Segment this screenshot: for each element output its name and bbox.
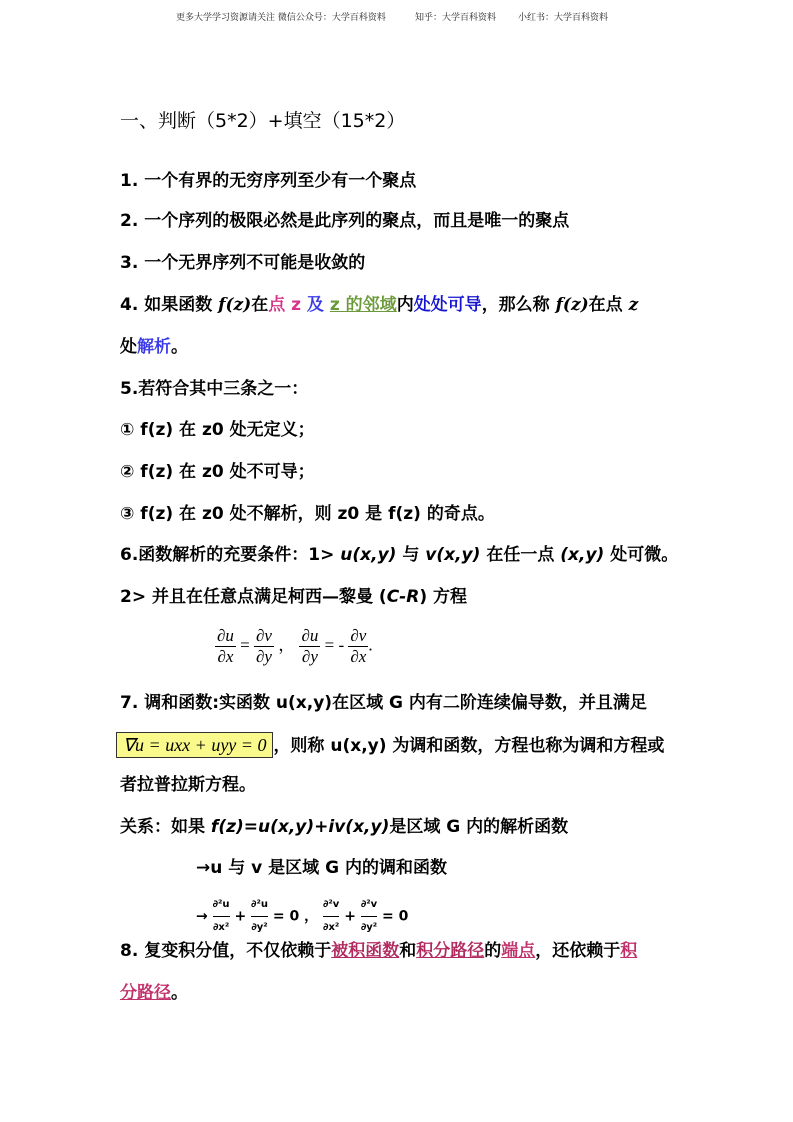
item-7-end: 者拉普拉斯方程。 [120, 775, 256, 795]
condition-2: ② f(z) 在 z0 处不可导； [120, 462, 315, 482]
op: = 0 [272, 908, 300, 925]
math: u(x,y) [340, 545, 397, 565]
math: f(z)=u(x,y)+iv(x,y) [210, 817, 390, 837]
num: ∂²v [361, 894, 377, 917]
text: ，则称 u(x,y) 为调和函数，方程也称为调和方程或 [273, 736, 665, 756]
item-2: 2. 一个序列的极限必然是此序列的聚点，而且是唯一的聚点 [120, 211, 570, 231]
text: 处 [120, 337, 137, 357]
den: ∂y² [360, 922, 378, 933]
text: 的 [484, 941, 502, 961]
num: ∂²u [213, 894, 230, 917]
text: 处可微。 [604, 545, 679, 565]
op: + [234, 908, 247, 925]
highlight: 点 z [268, 295, 302, 315]
text: 在 [251, 295, 269, 315]
text: 2> 并且在任意点满足柯西—黎曼 ( [120, 587, 387, 607]
op: . [368, 635, 373, 655]
condition-1: ① f(z) 在 z0 处无定义； [120, 420, 315, 440]
header-wechat: 更多大学学习资源请关注 微信公众号：大学百科资料 [176, 13, 386, 23]
highlight: 端点 [501, 941, 536, 961]
text: 在任一点 [480, 545, 561, 565]
item-5: 5.若符合其中三条之一： [120, 379, 309, 399]
laplace-equation-box: ∇u = uxx + uyy = 0 [116, 732, 273, 758]
op: = 0 [382, 908, 409, 925]
text: 4. 如果函数 [120, 295, 219, 315]
highlight: 被积函数 [331, 941, 400, 961]
op: + [344, 908, 356, 925]
den: ∂x² [323, 922, 340, 933]
text: ) 方程 [419, 587, 468, 607]
item-1: 1. 一个有界的无穷序列至少有一个聚点 [120, 171, 417, 191]
text: 内 [396, 295, 414, 315]
den: ∂x [217, 647, 234, 666]
highlight: 分路径 [120, 983, 171, 1003]
highlight: 解析 [137, 337, 171, 357]
num: ∂u [301, 626, 319, 645]
relation-2: →u 与 v 是区域 G 内的调和函数 [196, 858, 447, 878]
text: ，还依赖于 [535, 941, 621, 961]
text: 关系：如果 [120, 817, 211, 837]
text: 。 [171, 337, 188, 357]
op: ， [304, 908, 319, 925]
item-8 [120, 940, 637, 962]
relation-3 [196, 894, 408, 939]
num: ∂²v [323, 894, 339, 917]
relation [120, 816, 568, 838]
num: ∂u [217, 626, 234, 645]
den: ∂y [301, 647, 318, 666]
item-7-cont [116, 732, 664, 758]
item-4-cont [120, 336, 188, 358]
num: ∂v [256, 626, 272, 645]
num: ∂v [350, 626, 367, 645]
highlight: 积分路径 [416, 941, 485, 961]
den: ∂y² [251, 922, 268, 933]
item-8-cont [120, 982, 188, 1004]
item-3: 3. 一个无界序列不可能是收敛的 [120, 253, 366, 273]
text: 及 [301, 295, 330, 315]
op: = - [324, 635, 345, 655]
item-6-cont [120, 586, 467, 608]
item-7: 7. 调和函数:实函数 u(x,y)在区域 G 内有二阶连续偏导数，并且满足 [120, 693, 647, 713]
item-6 [120, 544, 678, 566]
text: 在点 [588, 295, 629, 315]
math: v(x,y) [425, 545, 481, 565]
text: 和 [399, 941, 417, 961]
math: C-R [386, 587, 420, 607]
op: ， [278, 635, 296, 655]
highlight: 处处可导 [413, 295, 482, 315]
den: ∂y [256, 647, 272, 666]
den: ∂x [350, 647, 367, 666]
text: ，那么称 [481, 295, 556, 315]
highlight: z 的邻域 [329, 295, 397, 315]
num: ∂²u [251, 894, 268, 917]
section-title: 一、判断（5*2）+填空（15*2） [120, 110, 406, 132]
cauchy-riemann-equations [215, 626, 373, 667]
op: = [240, 635, 250, 655]
text: 是区域 G 内的解析函数 [389, 817, 569, 837]
item-4 [120, 294, 638, 316]
math: z [628, 295, 639, 315]
math: (x,y) [560, 545, 605, 565]
math: f(z) [218, 295, 252, 315]
text: 6.函数解析的充要条件：1> [120, 545, 341, 565]
arrow-icon: → [196, 908, 208, 925]
text: 8. 复变积分值，不仅依赖于 [120, 941, 332, 961]
header-zhihu: 知乎：大学百科资料 [415, 13, 497, 23]
highlight: 积 [620, 941, 638, 961]
header-xiaohongshu: 小红书：大学百科资料 [518, 13, 609, 23]
math: f(z) [555, 295, 589, 315]
den: ∂x² [212, 922, 230, 933]
condition-3: ③ f(z) 在 z0 处不解析，则 z0 是 f(z) 的奇点。 [120, 504, 495, 524]
text: 与 [396, 545, 426, 565]
text: 。 [171, 983, 188, 1003]
